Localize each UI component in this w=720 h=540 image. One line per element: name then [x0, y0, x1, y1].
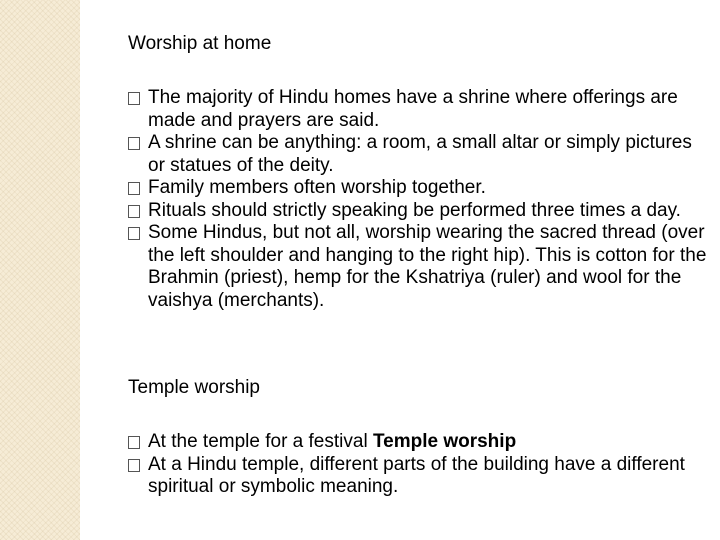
list-item-text: At a Hindu temple, different parts of the building have a different spiritual or symbolic meaning. [148, 453, 685, 497]
list-item-text: Some Hindus, but not all, worship wearing the sacred thread (over the left shoulder and hanging to the right hip). This is cotton for the Brahmin (priest), hemp for the Kshatriya (ruler) and wool for the vaishya (merchants). [148, 222, 707, 311]
square-box-icon [128, 436, 140, 449]
worship-at-home-list [128, 87, 708, 312]
list-item [128, 87, 708, 132]
list-item [128, 222, 708, 312]
list-item [128, 177, 708, 200]
list-item-text: Rituals should strictly speaking be performed three times a day. [148, 199, 681, 221]
list-item [128, 200, 708, 223]
decorative-sidebar [0, 0, 80, 540]
list-item-text: The majority of Hindu homes have a shrine where offerings are made and prayers are said. [148, 87, 678, 131]
list-item [128, 454, 708, 499]
square-box-icon [128, 205, 140, 218]
square-box-icon [128, 92, 140, 105]
section-heading-temple-worship: Temple worship [128, 377, 260, 398]
list-item [128, 132, 708, 177]
temple-worship-list [128, 431, 708, 499]
square-box-icon [128, 459, 140, 472]
square-box-icon [128, 227, 140, 240]
list-item-bold-text: Temple worship [372, 431, 517, 452]
list-item [128, 431, 708, 454]
list-item-text: At the temple for a festival [148, 431, 373, 452]
list-item-text: A shrine can be anything: a room, a small altar or simply pictures or statues of the deity. [148, 132, 692, 176]
square-box-icon [128, 182, 140, 195]
list-item-text: Family members often worship together. [148, 177, 486, 198]
section-heading-worship-at-home: Worship at home [128, 33, 272, 54]
square-box-icon [128, 137, 140, 150]
